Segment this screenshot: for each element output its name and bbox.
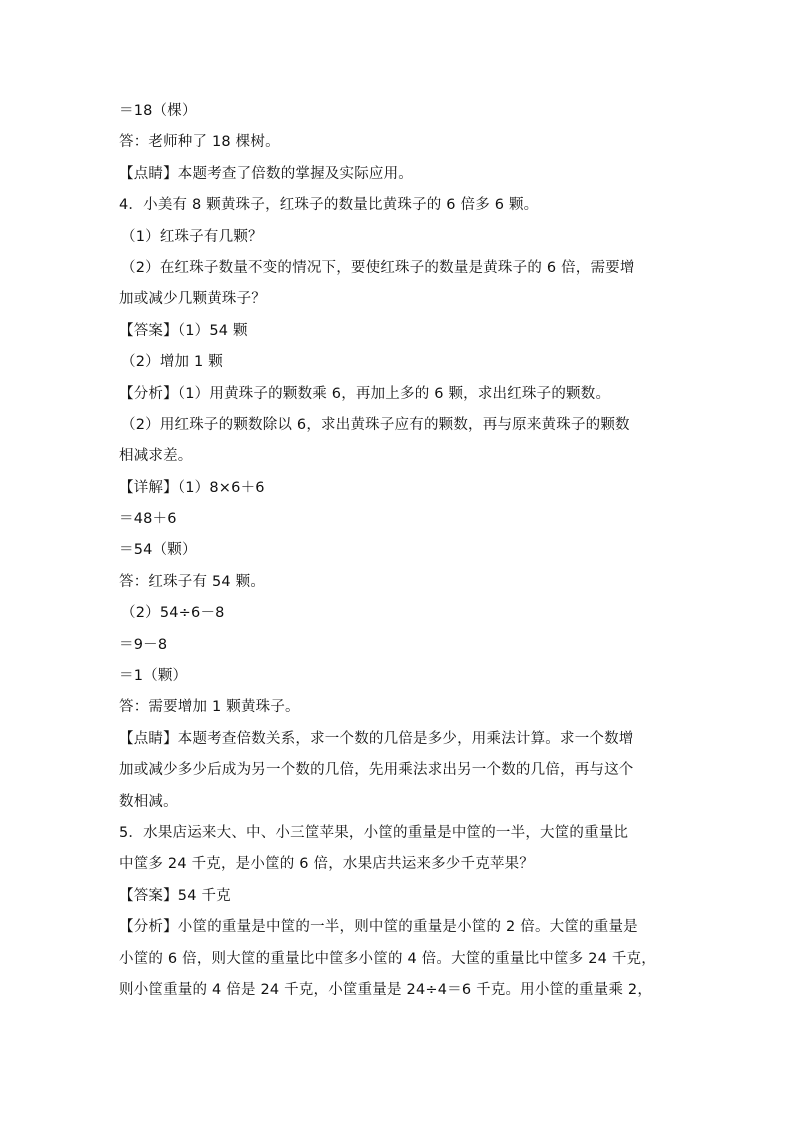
answer-line: 【答案】54 千克 (119, 887, 231, 904)
text-line: ＝48＋6 (119, 511, 177, 528)
question-5-title: 5．水果店运来大、中、小三筐苹果，小筐的重量是中筐的一半，大筐的重量比 (119, 824, 629, 841)
analysis-line: 【分析】小筐的重量是中筐的一半，则中筐的重量是小筐的 2 倍。大筐的重量是 (119, 919, 638, 936)
text-line: 中筐多 24 千克，是小筐的 6 倍，水果店共运来多少千克苹果？ (119, 856, 535, 873)
text-line: 加或减少几颗黄珠子？ (119, 291, 266, 308)
text-line: 答：需要增加 1 颗黄珠子。 (119, 699, 300, 716)
text-line: 相减求差。 (119, 448, 193, 465)
text-line: 答：红珠子有 54 颗。 (119, 573, 266, 590)
text-line: ＝9－8 (119, 636, 168, 653)
text-line: 数相减。 (119, 793, 178, 810)
question-4-title: 4．小美有 8 颗黄珠子，红珠子的数量比黄珠子的 6 倍多 6 颗。 (119, 197, 539, 214)
text-line: 则小筐重量的 4 倍是 24 千克，小筐重量是 24÷4＝6 千克。用小筐的重量乘 2， (119, 981, 653, 998)
answer-line: 【答案】（1）54 颗 (119, 322, 248, 339)
text-line: ＝18（棵） (119, 103, 197, 119)
text-line: （2）用红珠子的颗数除以 6，求出黄珠子应有的颗数，再与原来黄珠子的颗数 (121, 416, 630, 433)
solution-line: 【详解】（1）8×6＋6 (119, 479, 265, 496)
document-body (119, 96, 679, 1006)
text-line: ＝54（颗） (119, 542, 197, 559)
analysis-line: 【分析】（1）用黄珠子的颗数乘 6，再加上多的 6 颗，求出红珠子的颗数。 (119, 385, 611, 402)
text-line: 【点睛】本题考查了倍数的掌握及实际应用。 (119, 165, 413, 182)
text-line: （2）在红珠子数量不变的情况下，要使红珠子的数量是黄珠子的 6 倍，需要增 (121, 259, 635, 276)
text-line: （1）红珠子有几颗？ (121, 228, 263, 245)
comment-line: 【点睛】本题考查倍数关系，求一个数的几倍是多少，用乘法计算。求一个数增 (119, 730, 634, 747)
text-line: （2）增加 1 颗 (121, 354, 223, 371)
text-line: 小筐的 6 倍，则大筐的重量比中筐多小筐的 4 倍。大筐的重量比中筐多 24 千克， (119, 950, 656, 967)
text-line: 加或减少多少后成为另一个数的几倍，先用乘法求出另一个数的几倍，再与这个 (119, 762, 634, 779)
text-line: 答：老师种了 18 棵树。 (119, 134, 280, 151)
text-line: ＝1（颗） (119, 668, 188, 685)
text-line: （2）54÷6－8 (121, 605, 225, 622)
